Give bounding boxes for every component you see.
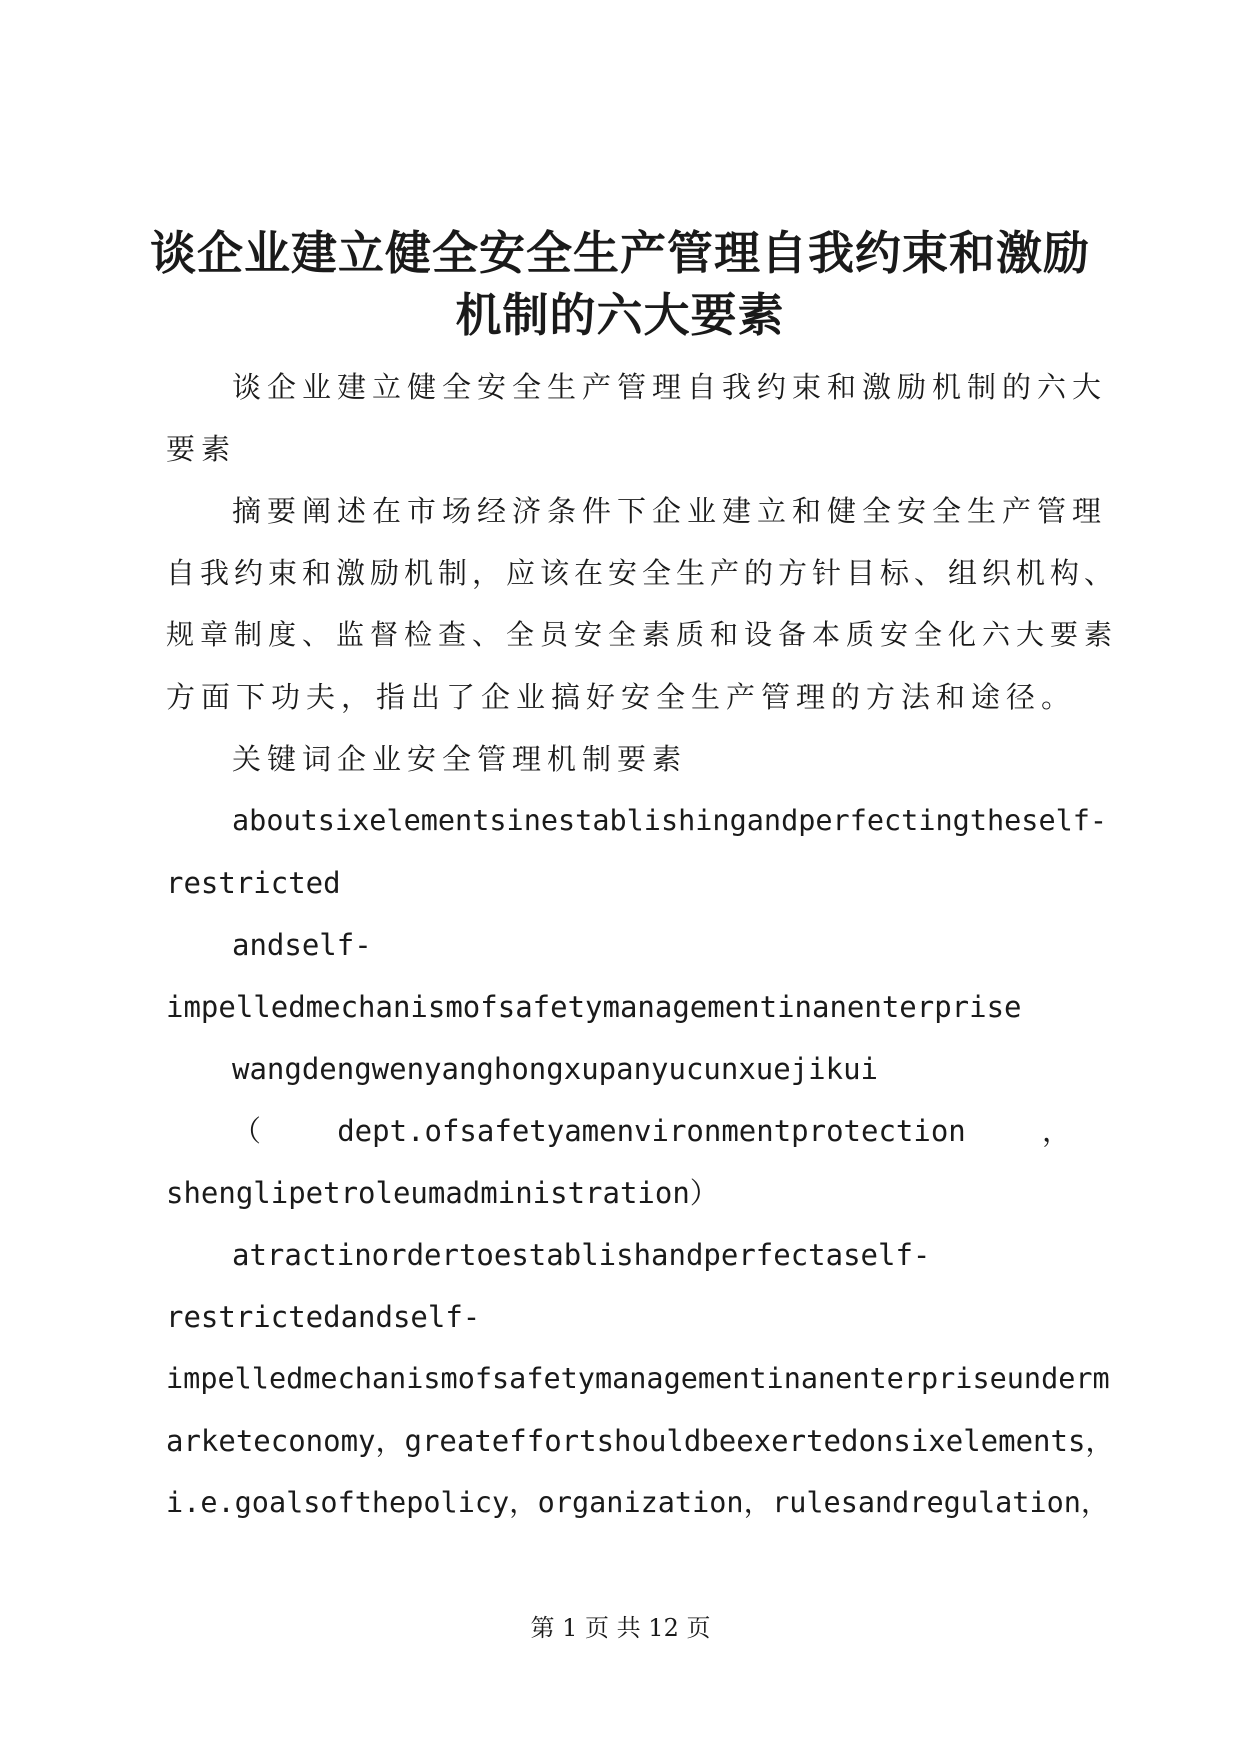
abstract-en-line: restrictedandself-: [166, 1300, 481, 1334]
english-title-line: andself-: [232, 928, 372, 962]
keywords-line: 关键词企业安全管理机制要素: [232, 742, 688, 776]
abstract-en-line: atractinordertoestablishandperfectaself-: [232, 1238, 931, 1272]
document-title: [150, 222, 1090, 346]
english-title-line: restricted: [166, 866, 341, 900]
authors-line: wangdengwenyanghongxupanyucunxuejikui: [232, 1052, 879, 1086]
abstract-en-line: i.e.goalsofthepolicy，organization，rulesandregulation，: [166, 1486, 1110, 1519]
title-line-2: 机制的六大要素: [455, 288, 785, 342]
abstract-line: 摘要阐述在市场经济条件下企业建立和健全安全生产管理: [232, 494, 1108, 528]
affiliation-line: [166, 1100, 1071, 1162]
page-footer: 第 1 页 共 12 页: [530, 1614, 711, 1642]
english-title-line: impelledmechanismofsafetymanagementinanenterprise: [166, 990, 1022, 1024]
abstract-en-line: arketeconomy，greateffortshouldbeexertedonsixelements，: [166, 1424, 1115, 1458]
title-line-1: 谈企业建立健全安全生产管理自我约束和激励: [150, 226, 1090, 280]
body-line: 要素: [166, 432, 237, 466]
affiliation-dept: dept.ofsafetyamenvironmentprotection: [337, 1114, 966, 1148]
document-body: [166, 356, 1121, 1534]
body-line: 谈企业建立健全安全生产管理自我约束和激励机制的六大: [232, 370, 1108, 404]
abstract-line: 自我约束和激励机制，应该在安全生产的方针目标、组织机构、: [166, 556, 1119, 590]
affiliation-line: shenglipetroleumadministration）: [166, 1176, 719, 1210]
english-title-line: aboutsixelementsinestablishingandperfectingtheself-: [232, 804, 1108, 837]
affiliation-open-paren: （: [232, 1114, 262, 1148]
affiliation-comma: ，: [1041, 1114, 1071, 1148]
abstract-en-line: impelledmechanismofsafetymanagementinanenterpriseunderm: [166, 1362, 1110, 1395]
abstract-line: 规章制度、监督检查、全员安全素质和设备本质安全化六大要素: [166, 618, 1119, 651]
abstract-line: 方面下功夫，指出了企业搞好安全生产管理的方法和途径。: [166, 680, 1077, 714]
